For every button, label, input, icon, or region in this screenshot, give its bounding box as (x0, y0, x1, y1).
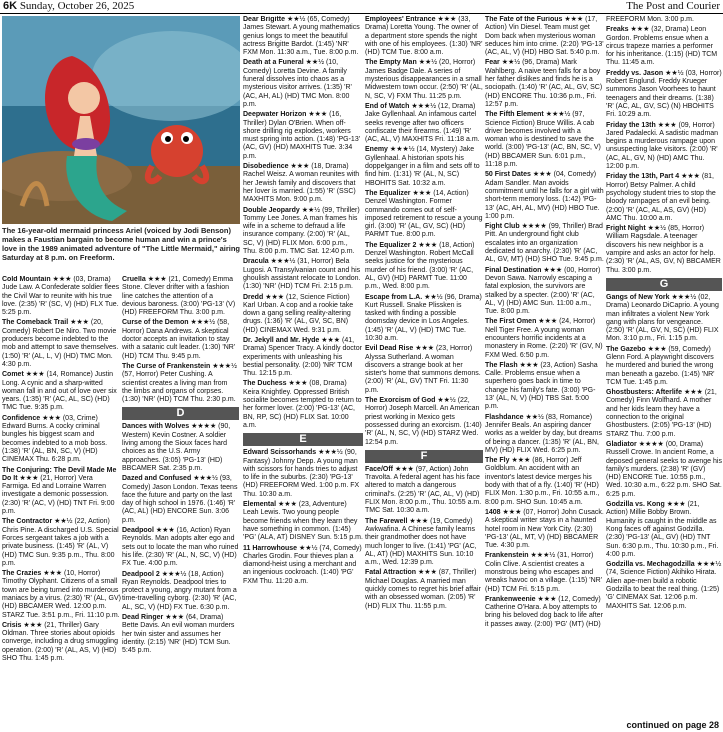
movie-title: Deepwater Horizon (243, 111, 307, 119)
movie-details: ★★½ (10, Comedy) Loretta Devine. A family funeral dissolves into chaos as a mysterious visitor arrives. (1:35) 'R' (AC, AH, AL) (HD) TMC Mon. 8:00 p.m. (243, 59, 352, 108)
movie-details: ★★★ (21, Comedy) Emma Stone. Clever drifter with a fashion line catches the attention of a devious baroness. (3:00) 'PG-13' (V) (HD) FREEFORM Thu. 3:00 p.m. (122, 276, 236, 317)
movie-listing (606, 346, 722, 387)
listing-column-2 (122, 276, 239, 657)
movie-listing (365, 146, 483, 187)
movie-title: Escape from L.A. (365, 293, 423, 301)
movie-title: Face/Off (365, 465, 394, 473)
movie-details: ★★½ (22, Horror) Joseph Marcell. An American priest working in Mexico gets possessed during an exorcism. (1:40) 'R' (AL, N, SC, V) (HD) STARZ Wed. 12:54 p.m. (365, 397, 482, 446)
movie-title: Elemental (243, 501, 277, 509)
movie-listing (243, 545, 363, 586)
listing-column-1 (2, 276, 122, 665)
header-paper-name: The Post and Courier (626, 0, 720, 12)
movie-details: ★★½ (74, Comedy) Charles Grodin. Four thieves plan a diamond-heist using a merchant and an ingenious cockroach. (1:40) 'PG' FXM Thu. 11:20 a.m. (243, 544, 362, 585)
movie-title: Final Destination (485, 266, 542, 274)
movie-details: ★★★ (21, Horror) Vera Farmiga. Ed and Lorraine Warren investigate a demonic possession. (2:30) 'R' (AC, V) (HD) TNT Fri. 9:00 p.m. (2, 474, 115, 516)
movie-title: Godzilla vs. Mechagodzilla (606, 561, 695, 569)
movie-title: Dracula (243, 258, 269, 266)
movie-details: ★★★ (12, Science Fiction) Karl Urban. A cop and a rookie take down a gang selling reality-altering drugs. (1:36) 'R' (AL, GV, SC, BN) (HD) CINEMAX Wed. 9:31 p.m. (243, 293, 354, 334)
section-letter-e: E (243, 433, 363, 446)
movie-title: Edward Scissorhands (243, 449, 317, 457)
movie-listing (243, 59, 363, 109)
movie-details: ★★★½ (93, Comedy) Jason London. Texas teens face the future and party on the last day of high school in 1976. (1:46) 'R' (AC, AL) (HD) ENCORE Sun. 3:06 p.m. (122, 475, 238, 524)
movie-title: The Empty Man (365, 59, 417, 67)
movie-listing (485, 16, 604, 57)
movie-listing (485, 59, 604, 109)
movie-listing (2, 622, 122, 663)
movie-listing (2, 570, 122, 620)
movie-details: ★★★½ (18, Action) Ryan Reynolds. Deadpool tries to protect a young, angry mutant from a time-travelling cyborg. (2:30) 'R' (AC, AL, SC, V) (HD) FX Tue. 6:30 p.m. (122, 570, 237, 611)
movie-title: 50 First Dates (485, 171, 531, 179)
movie-listing (365, 242, 483, 292)
movie-title: Dredd (243, 293, 264, 301)
movie-title: Confidence (2, 414, 41, 422)
movie-details: ★★★ (16, Thriller) Dylan O'Brien. When off-shore drilling rig explodes, workers must spring into action. (1:48) 'PG-13' (AC, GV) (HD) MAXHITS Tue. 3:34 p.m. (243, 111, 361, 160)
movie-listing (485, 318, 604, 359)
movie-listing (122, 363, 239, 404)
movie-listing (365, 466, 483, 516)
movie-details: ★★★ (00, Horror) Devon Sawa. Narrowly escaping a fatal explosion, the survivors are stalked by a specter. (2:00) 'R' (AC, AL, V) (HD) AMC Sun. 11:00 a.m., Tue. 8:00 p.m. (485, 266, 601, 316)
movie-listing (365, 16, 483, 57)
movie-listing (606, 501, 722, 559)
movie-title: Friday the 13th, Part 4 (606, 173, 680, 181)
movie-title: The Equalizer 2 (365, 241, 417, 249)
movie-title: Fright Night (606, 225, 646, 233)
continued-note: continued on page 28 (626, 720, 719, 730)
movie-listing (243, 294, 363, 335)
photo-caption: The 16-year-old mermaid princess Ariel (voiced by Jodi Benson) makes a Faustian bargain to become human and win a prince's love in the 1989 animated adventure of "The Little Mermaid," airing Saturday at 8 p.m. on Freeform. (2, 226, 241, 262)
movie-title: Dazed and Confused (122, 475, 192, 483)
movie-title: Freddy vs. Jason (606, 69, 664, 77)
movie-details: ★★★½ (58, Horror) Dana Andrews. A skeptical doctor accepts an invitation to stay with a satanic cult leader. (1:30) 'NR' (HD) TCM Thu. 9:45 p.m. (122, 319, 236, 360)
movie-details: ★★★ (59, Comedy) Glenn Ford. A playwright discovers he murdered and buried the wrong man beneath a gazebo. (1:45) 'NR' TCM Tue. 1:45 p.m. (606, 345, 715, 386)
movie-title: Dr. Jekyll and Mr. Hyde (243, 336, 320, 344)
movie-listing (485, 596, 604, 629)
header-left (3, 0, 134, 12)
movie-title: The Conjuring: The Devil Made Me Do It (2, 466, 117, 482)
movie-listing (606, 389, 722, 439)
section-letter-d: D (122, 407, 239, 420)
movie-title: Dances with Wolves (122, 423, 190, 431)
movie-details: ★★★½ (31, Horror) Colin Clive. A scientist creates a monstrous being who escapes and wreaks havoc on a village. (1:15) 'NR' (HD) TCM Fri. 5:15 p.m. (485, 552, 603, 593)
movie-title: Fear (485, 59, 500, 67)
movie-listing (243, 380, 363, 430)
movie-details: ★★★ (03, Drama) Jude Law. A Confederate soldier flees the Civil War to reunite with his true love. (2:35) 'R' (SC, V) (HD) FLX Tue. 5:25 p.m. (2, 276, 120, 317)
movie-listing (243, 16, 363, 57)
movie-listing (606, 225, 722, 275)
movie-details: ★★★ (86, Horror) Jeff Goldblum. An accident with an inventor's latest device merges his body with that of a fly. (1:40) 'R' (HD) FLIX Mon. 1:30 p.m., Fri. 10:55 a.m., 8:00 p.m. SHO Sun. 10:45 a.m. (485, 457, 600, 506)
movie-title: Frankenstein (485, 552, 529, 560)
movie-listing (606, 26, 722, 67)
movie-listing (365, 59, 483, 100)
movie-details: ★★½ (99, Thriller) Tommy Lee Jones. A man frames his wife in a scheme to defraud a life insurance company. (2:00) 'R' (AL, SC, V) (HD) FLIX Mon. 6:00 p.m., Thu. 8:00 p.m. TMC Sat. 12:40 p.m. (243, 206, 360, 256)
movie-listing (122, 423, 239, 473)
movie-title: Double Jeopardy (243, 206, 300, 214)
movie-title: Comet (2, 371, 24, 379)
movie-title: Flashdance (485, 413, 524, 421)
listing-column-5 (485, 16, 604, 631)
movie-details: ★★★ (21, Action) Millie Bobby Brown. Humanity is caught in the middle as Kong faces off against Godzilla. (2:30) 'PG-13' (AL, GV) (HD) TNT Sun. 6:30 p.m., Thu. 10:30 p.m., Fri. 4:00 p.m. (606, 501, 719, 558)
movie-details: ★★★ (23, Adventure) Leah Lewis. Two young people become friends when they learn they have something in common. (1:45) 'PG' (ALA, AT) DISNEY Sun. 5:15 p.m. (243, 501, 363, 542)
movie-title: The Duchess (243, 380, 287, 388)
movie-listing (485, 267, 604, 317)
movie-title: Fight Club (485, 223, 520, 231)
movie-title: Ghostbusters: Afterlife (606, 389, 682, 397)
movie-listing (365, 397, 483, 447)
movie-details: ★★★ (97, Action) John Travolta. A federal agent has his face altered to match a dangerous criminal's. (2:25) 'R' (AC, AL, V) (HD) FLIX Mon. 8:00 p.m., Thu. 10:55 a.m. TMC Sat. 10:30 a.m. (365, 465, 482, 515)
movie-details: ★★★½ (97, Science Fiction) Bruce Willis. A cab driver becomes involved with a woman who is destined to save the world. (3:00) 'PG-13' (AC, BN, SC, V) (HD) BBCAMER Sun. 6:01 p.m., 11:18 p.m. (485, 111, 601, 169)
movie-listing (243, 111, 363, 161)
movie-title: Godzilla vs. Kong (606, 501, 665, 509)
movie-details: ★★★★ (90, Western) Kevin Costner. A soldier living among the Sioux faces hard choices as the U.S. Army approaches. (3:05) 'PG-13' (HD) BBCAMER Sat. 2:35 p.m. (122, 423, 231, 472)
movie-listing (2, 415, 122, 465)
movie-title: Frankenweenie (485, 595, 536, 603)
movie-title: 1408 (485, 508, 501, 516)
movie-details: ★★★ (21, Comedy) Finn Wolfhard. A mother and her kids learn they have a connection to the original Ghostbusters. (2:05) 'PG-13' (HD) STARZ Thu. 7:00 p.m. (606, 389, 717, 438)
movie-details: ★★★½ (14, Mystery) Jake Gyllenhaal. A historian spots his doppelganger in a film and sets off to find him. (1:31) 'R' (AL, N, SC) HBOHITS Sat. 10:32 a.m. (365, 146, 480, 187)
movie-details: ★★★ (20, Comedy) Robert De Niro. Two movie producers become indebted to the mob and attempt to save themselves. (1:50) 'R' (AL, L, V) (HD) TMC Mon. 4:30 p.m. (2, 319, 119, 368)
movie-title: End of Watch (365, 102, 410, 110)
movie-listing (485, 111, 604, 169)
movie-title: The Fate of the Furious (485, 16, 563, 23)
movie-details: ★★★ (81, Horror) Betsy Palmer. A child psychology student tries to stop the bloody rampages of an evil being. (2:00) 'R' (AC, AL, AS, GV) (HD) AMC Thu. 10:00 a.m. (606, 173, 716, 222)
movie-title: Cruella (122, 276, 146, 283)
movie-title: Dear Brigitte (243, 16, 286, 23)
photo-illustration (2, 16, 240, 224)
movie-listing (365, 345, 483, 395)
movie-listing (243, 163, 363, 204)
movie-title: The Curse of Frankenstein (122, 362, 211, 370)
movie-title: Deadpool 2 (122, 570, 160, 578)
movie-details: ★★½ (03, Horror) Robert Englund. Freddy Krueger summons Jason Voorhees to haunt teenagers and their dreams. (1:38) 'R' (AC, AL, GV, SC) (N) HBOHITS Fri. 10:29 a.m. (606, 69, 722, 119)
movie-title: Deadpool (122, 527, 154, 535)
movie-listing (122, 319, 239, 360)
movie-details: ★★½ (20, Horror) James Badge Dale. A series of mysterious disappearances in a small Midwestern town occur. (2:50) 'R' (AL, N, SC, V) FXM Thu. 11:25 p.m. (365, 59, 483, 100)
movie-listing (122, 276, 239, 317)
movie-listing (365, 569, 483, 610)
movie-listing (2, 371, 122, 412)
movie-details: ★★★ (04, Comedy) Adam Sandler. Man avoids commitment until he falls for a girl with short-term memory loss. (1:42) 'PG-13' (AC, AH, AL, MV) (HD) HBO Tue. 1:00 p.m. (485, 171, 604, 220)
movie-details: FREEFORM Mon. 3:00 p.m. (606, 16, 694, 23)
listing-column-3 (243, 16, 363, 588)
movie-details: ★★½ (96, Drama) Kurt Russell. Snake Plissken is tasked with finding a possible doomsday device in Los Angeles. (1:45) 'R' (AL, V) (HD) TMC Tue. 10:30 a.m. (365, 293, 482, 342)
movie-title: Cold Mountain (2, 276, 51, 283)
movie-listing (2, 467, 122, 517)
movie-title: Employees' Entrance (365, 16, 436, 23)
movie-listing (365, 103, 483, 144)
movie-title: Friday the 13th (606, 121, 656, 129)
movie-listing (485, 171, 604, 221)
movie-listing (485, 362, 604, 412)
movie-listing (365, 294, 483, 344)
movie-listing (485, 457, 604, 507)
movie-details: ★★★ (23, Action) Sasha Calle. Problems ensue when a superhero goes back in time to change his family's fate. (3:00) 'PG-13' (AL, N, V) (HD) TBS Sat. 5:00 p.m. (485, 361, 598, 411)
movie-listing (243, 501, 363, 542)
movie-details: ★★★½ (57, Horror) Peter Cushing. A scientist creates a living man from the limbs and organs of corpses. (1:30) 'NR' (HD) TCM Thu. 2:30 p.m. (122, 362, 237, 404)
movie-title: The Crazies (2, 570, 42, 578)
photo-little-mermaid (2, 16, 240, 224)
movie-listing (606, 70, 722, 120)
movie-title: The Equalizer (365, 189, 411, 197)
movie-listing (606, 173, 722, 223)
movie-listing (606, 294, 722, 344)
movie-details: ★★★★ (99, Thriller) Brad Pitt. An underground fight club escalates into an organization dedicated to anarchy. (2:30) 'R' (AC, AL, GV, MT) (HD) SHO Tue. 9:45 p.m. (485, 223, 604, 264)
movie-listing (606, 441, 722, 499)
movie-details: ★★★ (14, Action) Denzel Washington. Former commando comes out of self-imposed retirement to rescue a young girl. (3:00) 'R' (AL, GV, SC) (HD) PARMT Tue. 8:00 p.m. (365, 189, 483, 239)
page-header (0, 0, 723, 14)
movie-listing (365, 190, 483, 240)
movie-listing (243, 258, 363, 291)
movie-details: ★★½ (22, Action) Chris Pine. A discharged U.S. Special Forces sergeant takes a job with a private business. (1:45) 'R' (AL, V) (HD) TMC Sun. 9:35 p.m., Thu. 8:00 p.m. (2, 518, 119, 567)
movie-title: The Farewell (365, 517, 408, 525)
movie-details: ★★★ (18, Drama) Rachel Weisz. A woman reunites with her Jewish family and discovers that her lover is married. (1:55) 'R' (SSC) MAXHITS Mon. 9:00 p.m. (243, 163, 360, 204)
movie-listing (243, 207, 363, 257)
movie-listing (122, 527, 239, 568)
movie-details: ★★★ (24, Horror) Nell Tiger Free. A young woman encounters horrific incidents at a monastery in Rome. (2:20) 'R' (GV, N) FXM Wed. 6:50 p.m. (485, 318, 603, 359)
movie-details: ★★★ (33, Drama) Loretta Young. The owner of a department store spends the night with one of his employees. (1:30) 'NR' (HD) TCM Tue. 8:00 a.m. (365, 16, 483, 57)
movie-listing (606, 16, 722, 24)
movie-listing (243, 337, 363, 378)
movie-listing (485, 509, 604, 550)
movie-title: Gangs of New York (606, 293, 670, 301)
movie-title: The First Omen (485, 318, 537, 326)
movie-details: ★★★ (07, Horror) John Cusack. A skeptical writer stays in a haunted hotel room in New York City. (2:30) 'PG-13' (AL, MT, V) (HD) BBCAMER Tue. 4:30 p.m. (485, 508, 604, 550)
movie-details: ★★★ (03, Crime) Edward Burns. A cocky criminal bungles his biggest scam and becomes indebted to a mob boss. (1:38) 'R' (AL, BN, SC, V) (HD) CINEMAX Thu. 6:28 p.m. (2, 414, 108, 464)
movie-title: Dead Ringer (122, 613, 164, 621)
movie-details: ★★½ (96, Drama) Mark Wahlberg. A naive teen falls for a boy her father dislikes and finds he is a sociopath. (1:40) 'R' (AC, AL, GV, SC) (HD) ENCORE Thu. 10:36 p.m., Fri. 12:57 p.m. (485, 59, 603, 108)
movie-listing (606, 561, 722, 611)
movie-listing (122, 475, 239, 525)
movie-listing (485, 552, 604, 593)
movie-listing (365, 518, 483, 568)
movie-details: ★★★ (41, Drama) Spencer Tracy. A kindly doctor experiments with unleashing his bestial personality. (2:00) 'NR' TCM Thu. 12:15 p.m. (243, 336, 362, 378)
movie-listing (122, 571, 239, 612)
movie-listing (243, 449, 363, 499)
movie-title: The Contractor (2, 518, 53, 526)
movie-title: The Flash (485, 361, 518, 369)
movie-listing (122, 614, 239, 655)
movie-details: ★★★ (21, Thriller) Gary Oldman. Three stories about opioids converge, including a drug smuggling operation. (2:00) 'R' (AL, AS, V) (HD) SHO Thu. 1:45 p.m. (2, 621, 118, 663)
movie-listing (485, 223, 604, 264)
movie-listing (485, 414, 604, 455)
movie-details: ★★★½ (74, Science Fiction) Akihiko Hirata. Alien ape-men build a robotic Godzilla to beat the real thing. (1:25) 'G' CINEMAX Sat. 12:06 p.m. MAXHITS Sat. 12:06 p.m. (606, 561, 722, 610)
movie-title: The Fifth Element (485, 111, 544, 119)
section-number: 6K (3, 0, 18, 12)
movie-title: The Exorcism of God (365, 397, 436, 405)
movie-details: ★★½ (83, Romance) Jennifer Beals. An aspiring dancer works as a welder by day, but dreams of being a dancer. (1:35) 'R' (AL, BN, MV) (HD) FLIX Wed. 6:25 p.m. (485, 413, 602, 454)
movie-details: ★★★ (23, Horror) Alyssa Sutherland. A woman discovers a strange book at her sister's home that summons demons. (2:00) 'R' (AL, GV) TNT Fri. 11:30 p.m. (365, 345, 481, 394)
movie-details: ★★★ (64, Drama) Bette Davis. An evil woman murders her twin sister and assumes her identity. (2:15) 'NR' (HD) TCM Sun. 5:45 p.m. (122, 613, 235, 655)
movie-details: ★★★ (32, Drama) Leon Gordon. Problems ensue when a circus trapeze marries a performer for his inheritance. (1:15) (HD) TCM Thu. 11:45 a.m. (606, 26, 718, 67)
movie-listing (2, 276, 122, 317)
movie-title: The Comeback Trail (2, 319, 69, 327)
movie-details: ★★★ (12, Comedy) Catherine O'Hara. A boy attempts to bring his beloved dog back to life after it passes away. (2:00) 'PG' (MT) (HD) (485, 595, 603, 628)
movie-details: ★★★½ (12, Drama) Jake Gyllenhaal. An infamous cartel seeks revenge after two officers confiscate their firearms. (1:49) 'R' (AC, AL, V) MAXHITS Fri. 11:18 a.m. (365, 102, 480, 144)
movie-details: ★★★★ (00, Drama) Russell Crowe. In ancient Rome, a deposed general seeks to avenge his family's murders. (2:38) 'R' (GV) (HD) ENCORE Tue. 10:55 p.m., Wed. 10:30 a.m., 6:22 p.m. SHO Sat. 6:25 p.m. (606, 440, 722, 498)
movie-details: ★★★ (16, Action) Ryan Reynolds. Man adopts alter ego and sets out to locate the man who ruined his life. (2:30) 'R' (AL, N, SC, V) (HD) FX Tue. 4:00 p.m. (122, 527, 239, 568)
movie-title: Curse of the Demon (122, 319, 189, 327)
section-letter-f: F (365, 450, 483, 463)
movie-details: ★★★½ (02, Drama) Leonardo DiCaprio. A young man infiltrates a violent New York gang with plans for vengeance. (2:50) 'R' (AL, GV, N, SC) (HD) FLIX Mon. 3:10 p.m., Fri. 1:15 p.m. (606, 293, 719, 343)
movie-details: ★★★ (09, Horror) Jared Padalecki. A sadistic madman begins a murderous rampage upon unsuspecting lake visitors. (2:00) 'R' (AC, AL, GV, N) (HD) AMC Thu. 12:00 p.m. (606, 121, 719, 171)
movie-title: Evil Dead Rise (365, 345, 414, 353)
movie-details: ★★★ (14, Romance) Justin Long. A cynic and a sharp-witted woman fall in and out of love over six years. (1:35) 'R' (AC, AL, SC) (HD) TMC Tue. 9:35 p.m. (2, 371, 117, 412)
movie-title: Crisis (2, 621, 22, 629)
movie-details: ★★★½ (31, Horror) Bela Lugosi. A Transylvanian count and his ghoulish assistant relocate to London. (1:30) 'NR' (HD) TCM Fri. 2:15 p.m. (243, 258, 361, 291)
section-letter-g: G (606, 278, 722, 291)
listing-column-4 (365, 16, 483, 613)
movie-listing (606, 122, 722, 172)
listing-column-6 (606, 16, 722, 613)
movie-title: Disobedience (243, 163, 289, 171)
movie-details: ★★★ (18, Action) Denzel Washington. Robert McCall seeks justice for the mysterious murder of his friend. (3:00) 'R' (AC, AL, GV) (HD) PARMT Tue. 11:00 p.m., Wed. 8:00 p.m. (365, 241, 475, 291)
movie-details: ★★★ (17, Action) Vin Diesel. Team must get Dom back when mysterious woman seduces him into crime. (2:20) 'PG-13' (AC, AL, V) (HD) HBO Sat. 5:40 p.m. (485, 16, 604, 57)
movie-title: Fatal Attraction (365, 569, 417, 577)
movie-title: Gladiator (606, 440, 637, 448)
movie-listing (2, 319, 122, 369)
movie-listing (2, 518, 122, 568)
movie-details: ★★★½ (90, Fantasy) Johnny Depp. A young man with scissors for hands tries to adjust to life in the suburbs. (2:30) 'PG-13' (HD) FREEFORM Wed. 1:00 p.m. FX Thu. 10:30 a.m. (243, 449, 360, 498)
movie-title: Death at a Funeral (243, 59, 304, 67)
movie-details: ★★½ (65, Comedy) James Stewart. A young mathematics genius longs to meet the beautiful actress Brigitte Bardot. (1:45) 'NR' FXM Mon. 11:30 a.m., Tue. 8:00 p.m. (243, 16, 360, 57)
movie-details: ★★★ (08, Drama) Keira Knightley. Oppressed British socialite becomes tempted to return to her former lover. (2:00) 'PG-13' (AC, BN, RP, SC) (HD) FLIX Sat. 10:00 a.m. (243, 380, 362, 429)
movie-details: ★★★ (87, Thriller) Michael Douglas. A married man quickly comes to regret his brief affair with an obsessed woman. (2:05) 'R' (HD) FLIX Thu. 11:55 p.m. (365, 569, 481, 610)
movie-title: The Fly (485, 457, 510, 465)
movie-details: ★★½ (85, Horror) William Ragsdale. A teenager discovers his new neighbor is a vampire and asks an actor for help. (2:30) 'R' (AL, AS, GV, N) BBCAMER Thu. 3:00 p.m. (606, 225, 721, 274)
movie-details: ★★★ (10, Horror) Timothy Olyphant. Citizens of a small town are being turned into murderous maniacs by a virus. (2:30) 'R' (AL, GV) (HD) BBCAMER Wed. 12:00 p.m. STARZ Tue. 3:51 p.m., Fri. 11:10 p.m. (2, 570, 121, 619)
movie-title: Enemy (365, 146, 388, 154)
movie-details: ★★★ (19, Comedy) Awkwafina. A Chinese family learns their grandmother does not have much longer to live. (1:41) 'PG' (AC, AL, AT) (HD) MAXHITS Sun. 10:10 a.m., Wed. 12:39 p.m. (365, 517, 477, 567)
header-date: Sunday, October 26, 2025 (19, 0, 135, 12)
movie-title: Freaks (606, 26, 629, 34)
movie-title: The Gazebo (606, 345, 646, 353)
movie-title: 11 Harrowhouse (243, 544, 298, 552)
